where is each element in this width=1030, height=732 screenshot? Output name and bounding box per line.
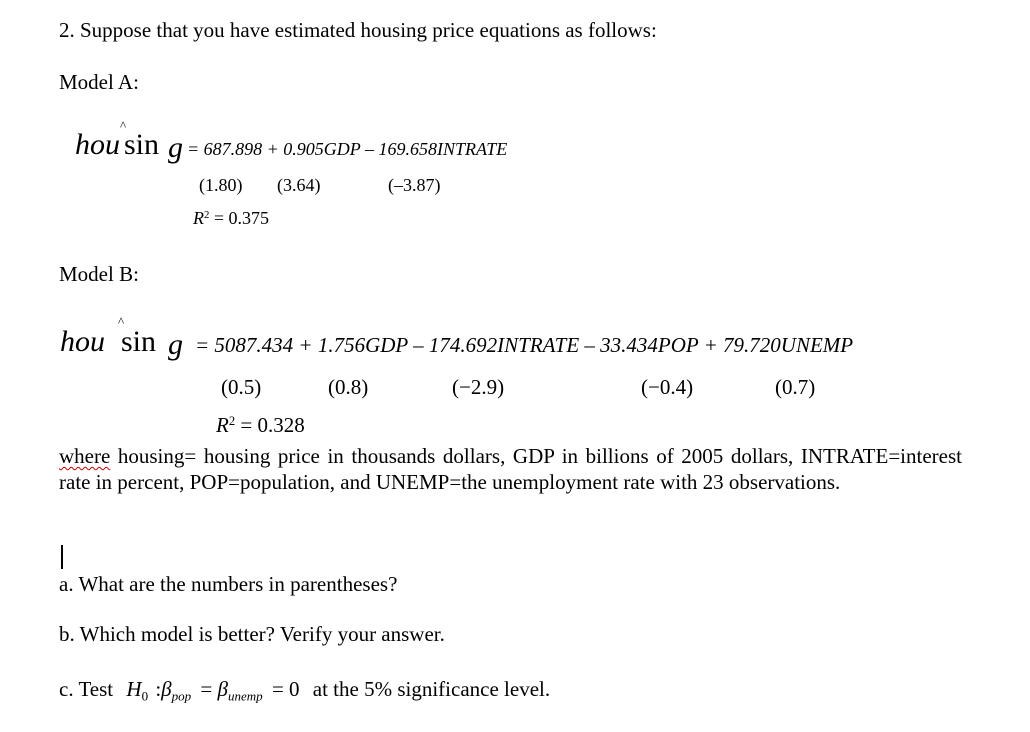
part-c-beta-pop: β: [161, 677, 172, 701]
model-b-r-squared: [216, 413, 305, 438]
part-c-beta-unemp-sub: unemp: [227, 688, 263, 704]
model-a-label: Model A:: [59, 70, 139, 94]
model-b-hat: ^: [118, 314, 125, 329]
model-b-se-1: (0.5): [221, 375, 262, 399]
model-b-se-4: (−0.4): [641, 375, 694, 399]
part-c-colon: :: [155, 677, 162, 701]
part-c-zero: = 0: [271, 677, 300, 701]
definitions-text: housing= housing price in thousands dollars, GDP in billions of 2005 dollars, INTRATE=interest rate in percent, POP=population, and UNEMP=the unemployment rate with 23 observations.: [59, 444, 962, 494]
model-a-r2-value: = 0.375: [213, 208, 270, 228]
model-b-se-5: (0.7): [775, 375, 816, 399]
definitions-paragraph: [59, 444, 962, 495]
model-a-se-2: (3.64): [277, 175, 321, 195]
model-b-lhs-hou: hou: [60, 325, 105, 358]
part-c-beta-pop-sub: pop: [171, 688, 192, 704]
part-c-h-sub: 0: [141, 688, 149, 704]
question-intro: 2. Suppose that you have estimated housing price equations as follows:: [59, 18, 657, 42]
model-b-r2-exp: 2: [228, 414, 236, 429]
model-a-hat: ^: [120, 118, 127, 133]
model-b-r2-symbol: R: [216, 413, 229, 437]
model-a-r-squared: [193, 208, 269, 229]
model-a-r2-exp: 2: [204, 209, 210, 222]
model-a-lhs-g: g: [168, 131, 183, 164]
model-a-se-1: (1.80): [199, 175, 243, 195]
part-c-equals: =: [200, 677, 213, 701]
model-b-se-2: (0.8): [328, 375, 369, 399]
part-c: [59, 677, 550, 705]
model-a-rhs: = 687.898 + 0.905GDP – 169.658INTRATE: [187, 139, 508, 159]
part-c-h: H: [126, 677, 142, 701]
part-c-suffix: at the 5% significance level.: [312, 677, 551, 701]
model-b-rhs: = 5087.434 + 1.756GDP – 174.692INTRATE – 33.434POP + 79.720UNEMP: [195, 333, 854, 357]
model-b-lhs-g: g: [168, 328, 183, 361]
model-a-r2-symbol: R: [193, 208, 204, 228]
part-c-prefix: c. Test: [59, 677, 114, 701]
model-b-se-3: (−2.9): [452, 375, 505, 399]
model-a-se-3: (–3.87): [388, 175, 441, 195]
model-a-lhs-sin: sin: [124, 128, 160, 161]
model-b-label: Model B:: [59, 262, 139, 286]
part-a: a. What are the numbers in parentheses?: [59, 572, 398, 596]
spellcheck-word: where: [59, 444, 111, 468]
part-b: b. Which model is better? Verify your answer.: [59, 622, 445, 646]
model-a-lhs-hou: hou: [75, 128, 120, 161]
model-b-lhs-sin: sin: [121, 325, 157, 358]
part-c-beta-unemp: β: [217, 677, 228, 701]
text-cursor: [61, 545, 63, 569]
model-b-r2-value: = 0.328: [240, 413, 305, 437]
